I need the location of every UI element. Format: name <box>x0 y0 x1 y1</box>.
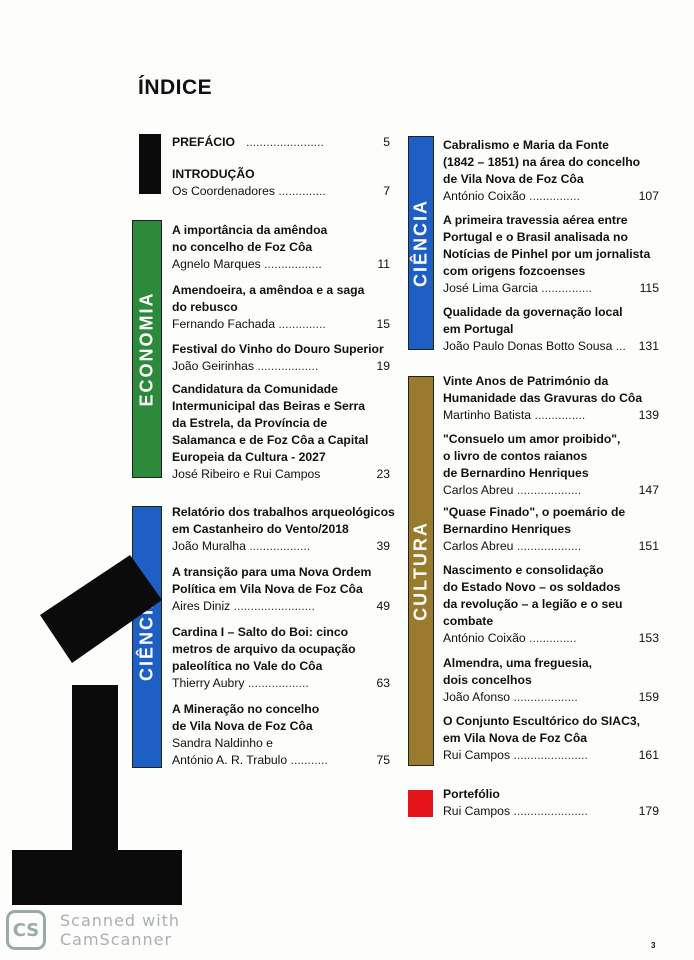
camscanner-watermark <box>60 911 180 949</box>
section-label-economia: ECONOMIA <box>136 291 157 407</box>
toc-entry[interactable] <box>443 431 659 499</box>
entry-author: António Coixão <box>443 631 526 645</box>
toc-entry[interactable] <box>172 701 390 769</box>
entry-page: 63 <box>376 676 390 690</box>
black-marker-block <box>139 134 161 194</box>
entry-page: 139 <box>638 408 659 422</box>
entry-title: Europeia da Cultura - 2027 <box>172 450 326 464</box>
entry-author: Agnelo Marques <box>172 257 261 271</box>
entry-title: Vinte Anos de Património da <box>443 374 609 388</box>
portefolio-marker <box>408 790 433 817</box>
entry-author-line: Agnelo Marques ................. 11 <box>172 257 390 271</box>
section-bar-economia <box>132 220 162 478</box>
entry-author-line: António Coixão .............. 153 <box>443 631 659 645</box>
entry-page: 179 <box>638 804 659 818</box>
toc-entry[interactable] <box>172 504 395 555</box>
entry-author-line: José Lima Garcia ............... 115 <box>443 281 659 295</box>
entry-page: 11 <box>377 257 390 271</box>
entry-page: 115 <box>639 281 659 295</box>
entry-title: Festival do Vinho do Douro Superior <box>172 342 384 356</box>
entry-title: combate <box>443 614 494 628</box>
entry-title: PREFÁCIO <box>172 135 235 149</box>
toc-entry[interactable] <box>172 282 390 333</box>
entry-page: 75 <box>376 753 390 767</box>
entry-title: Notícias de Pinhel por um jornalista <box>443 247 651 261</box>
entry-title: Relatório dos trabalhos arqueológicos <box>172 505 395 519</box>
entry-author: José Lima Garcia <box>443 281 538 295</box>
toc-entry[interactable] <box>172 381 390 483</box>
entry-title: de Bernardino Henriques <box>443 466 589 480</box>
entry-title: com origens fozcoenses <box>443 264 586 278</box>
entry-author-line: António A. R. Trabulo ........... 75 <box>172 753 390 767</box>
entry-title: Portefólio <box>443 787 500 801</box>
watermark-line: Scanned with <box>60 911 181 930</box>
entry-title: (1842 – 1851) na área do concelho <box>443 155 641 169</box>
entry-author: João Paulo Donas Botto Sousa <box>443 339 613 353</box>
entry-title: no concelho de Foz Côa <box>172 240 313 254</box>
entry-title: Portugal e o Brasil analisada no <box>443 230 628 244</box>
entry-title: do rebusco <box>172 300 238 314</box>
section-label-ciencia: CIÊNCIA <box>136 592 157 682</box>
entry-author-line: Thierry Aubry .................. 63 <box>172 676 390 690</box>
entry-page: 7 <box>383 184 390 198</box>
entry-author-line: João Geirinhas .................. 19 <box>172 359 390 373</box>
entry-page: 23 <box>376 467 390 481</box>
entry-title: metros de arquivo da ocupação <box>172 642 356 656</box>
entry-author-line <box>172 735 390 752</box>
toc-entry[interactable] <box>172 222 390 273</box>
toc-entry[interactable] <box>443 373 659 424</box>
toc-entry[interactable] <box>443 212 659 297</box>
entry-author: João Geirinhas <box>172 359 254 373</box>
entry-title: Política em Vila Nova de Foz Côa <box>172 582 363 596</box>
entry-title: Cabralismo e Maria da Fonte <box>443 138 609 152</box>
entry-author: Carlos Abreu <box>443 539 514 553</box>
entry-title: em Castanheiro do Vento/2018 <box>172 522 349 536</box>
entry-title: Intermunicipal das Beiras e Serra <box>172 399 366 413</box>
entry-title: de Vila Nova de Foz Côa <box>443 172 584 186</box>
entry-title: "Quase Finado", o poemário de <box>443 505 626 519</box>
toc-entry[interactable] <box>172 166 390 200</box>
entry-author-line: João Afonso ................... 159 <box>443 690 659 704</box>
section-bar-cultura <box>408 376 434 766</box>
entry-author: Carlos Abreu <box>443 483 514 497</box>
entry-page: 151 <box>638 539 659 553</box>
entry-title: em Portugal <box>443 322 514 336</box>
entry-author-line: Rui Campos ...................... 161 <box>443 748 659 762</box>
entry-author: João Muralha <box>172 539 246 553</box>
entry-author-line: Carlos Abreu ................... 147 <box>443 483 659 497</box>
watermark-line: CamScanner <box>60 930 173 949</box>
entry-author: José Ribeiro e Rui Campos <box>172 467 321 481</box>
entry-title: paleolítica no Vale do Côa <box>172 659 323 673</box>
entry-page: 153 <box>638 631 659 645</box>
entry-page: 131 <box>638 339 659 353</box>
entry-author-line <box>172 466 390 483</box>
entry-author: Rui Campos <box>443 804 511 818</box>
entry-title: INTRODUÇÃO <box>172 167 255 181</box>
big-i-letter-graphic <box>12 545 182 905</box>
entry-title: da Estrela, da Província de <box>172 416 328 430</box>
entry-title: em Vila Nova de Foz Côa <box>443 731 588 745</box>
entry-title: Bernardino Henriques <box>443 522 571 536</box>
entry-title: do Estado Novo – os soldados <box>443 580 621 594</box>
entry-title: Candidatura da Comunidade <box>172 382 338 396</box>
entry-page: 49 <box>376 599 390 613</box>
toc-entry[interactable] <box>443 504 659 555</box>
section-label-ciencia-right: CIÊNCIA <box>410 198 431 288</box>
entry-title: A Mineração no concelho <box>172 702 320 716</box>
toc-entry[interactable] <box>172 341 390 375</box>
entry-author: Fernando Fachada <box>172 317 275 331</box>
entry-page: 161 <box>638 748 659 762</box>
toc-entry[interactable] <box>443 304 659 355</box>
camscanner-logo-icon: CS <box>6 910 46 950</box>
toc-entry[interactable] <box>443 786 659 820</box>
entry-title: Salamanca e de Foz Côa a Capital <box>172 433 369 447</box>
section-label-cultura: CULTURA <box>410 521 431 621</box>
entry-author-line: Carlos Abreu ................... 151 <box>443 539 659 553</box>
entry-author-line: Rui Campos ...................... 179 <box>443 804 659 818</box>
entry-title: Humanidade das Gravuras do Côa <box>443 391 643 405</box>
entry-author: Os Coordenadores <box>172 184 275 198</box>
entry-title: Qualidade da governação local <box>443 305 623 319</box>
toc-entry[interactable] <box>443 713 659 764</box>
page-number: 3 <box>651 941 656 950</box>
entry-page: 159 <box>638 690 659 704</box>
entry-title: "Consuelo um amor proibido", <box>443 432 621 446</box>
entry-title: Cardina I – Salto do Boi: cinco <box>172 625 349 639</box>
entry-author: António A. R. Trabulo <box>172 753 288 767</box>
toc-entry[interactable] <box>443 137 659 205</box>
entry-author: António Coixão <box>443 189 526 203</box>
entry-title: da revolução – a legião e o seu <box>443 597 623 611</box>
entry-author-line: António Coixão ............... 107 <box>443 189 659 203</box>
entry-page: 147 <box>638 483 659 497</box>
entry-author: Martinho Batista <box>443 408 532 422</box>
entry-title: o livro de contos raianos <box>443 449 588 463</box>
entry-author-line: João Paulo Donas Botto Sousa ... 131 <box>443 339 659 353</box>
toc-entry[interactable] <box>443 655 659 706</box>
entry-title: Nascimento e consolidação <box>443 563 604 577</box>
entry-page: 5 <box>383 135 390 149</box>
entry-title: Almendra, uma freguesia, <box>443 656 593 670</box>
entry-page: 39 <box>376 539 390 553</box>
entry-title: A importância da amêndoa <box>172 223 328 237</box>
toc-entry[interactable] <box>443 562 659 647</box>
entry-author-line: João Muralha .................. 39 <box>172 539 390 553</box>
entry-title: dois concelhos <box>443 673 532 687</box>
entry-title: de Vila Nova de Foz Côa <box>172 719 313 733</box>
entry-title: O Conjunto Escultórico do SIAC3, <box>443 714 641 728</box>
entry-title: A transição para uma Nova Ordem <box>172 565 372 579</box>
entry-author: Thierry Aubry <box>172 676 245 690</box>
entry-author: Aires Diniz <box>172 599 231 613</box>
entry-author: João Afonso <box>443 690 511 704</box>
entry-author-line: Fernando Fachada .............. 15 <box>172 317 390 331</box>
toc-entry[interactable] <box>172 624 390 692</box>
entry-author-line: Os Coordenadores .............. 7 <box>172 184 390 198</box>
entry-author-line: Aires Diniz ........................ 49 <box>172 599 390 613</box>
section-bar-ciencia-right <box>408 136 434 350</box>
entry-title: Amendoeira, a amêndoa e a saga <box>172 283 365 297</box>
entry-page: 19 <box>376 359 390 373</box>
entry-author: Sandra Naldinho e <box>172 736 273 750</box>
entry-author: Rui Campos <box>443 748 511 762</box>
entry-page: 107 <box>638 189 659 203</box>
toc-entry[interactable] <box>172 564 390 615</box>
entry-title: A primeira travessia aérea entre <box>443 213 628 227</box>
entry-page: 15 <box>376 317 390 331</box>
entry-author-line: Martinho Batista ............... 139 <box>443 408 659 422</box>
page-title: ÍNDICE <box>138 76 213 99</box>
